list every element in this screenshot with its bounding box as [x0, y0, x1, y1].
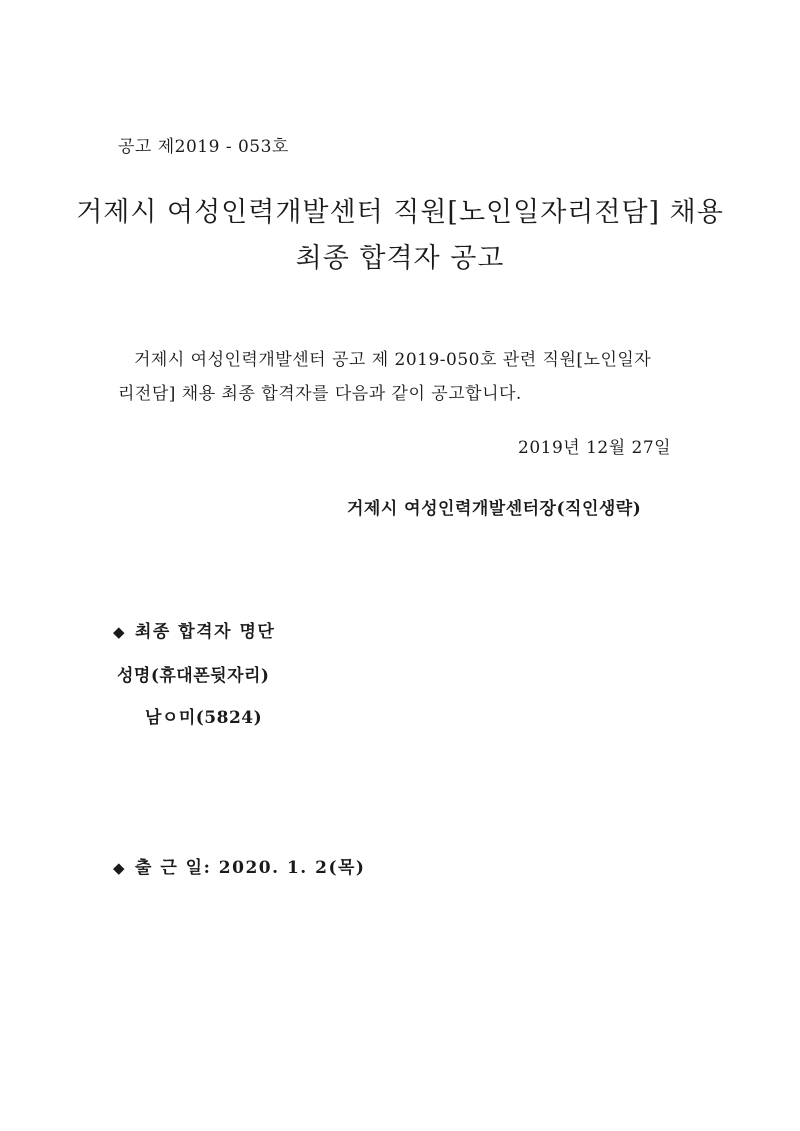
notice-number: 공고 제2019 - 053호 — [118, 137, 289, 157]
start-date-line — [113, 853, 365, 878]
signer-line: 거제시 여성인력개발센터장(직인생략) — [347, 499, 642, 519]
body-paragraph-line-1: 거제시 여성인력개발센터 공고 제 2019-050호 관련 직원[노인일자 — [134, 350, 652, 370]
final-list-heading-text: 최종 합격자 명단 — [135, 622, 276, 642]
document-title-line-1: 거제시 여성인력개발센터 직원[노인일자리전담] 채용 — [76, 197, 724, 228]
start-date-text: 출 근 일: 2020. 1. 2(목) — [135, 858, 366, 878]
name-column-subheading: 성명(휴대폰뒷자리) — [117, 666, 270, 686]
document-title-line-2: 최종 합격자 공고 — [295, 243, 505, 274]
body-paragraph-line-2: 리전담] 채용 최종 합격자를 다음과 같이 공고합니다. — [118, 384, 522, 404]
diamond-bullet-icon: ◆ — [113, 859, 127, 877]
diamond-bullet-icon: ◆ — [113, 623, 127, 641]
list-item: 남ㅇ미(5824) — [145, 708, 263, 728]
announcement-date: 2019년 12월 27일 — [518, 438, 672, 458]
final-list-heading — [113, 617, 275, 642]
